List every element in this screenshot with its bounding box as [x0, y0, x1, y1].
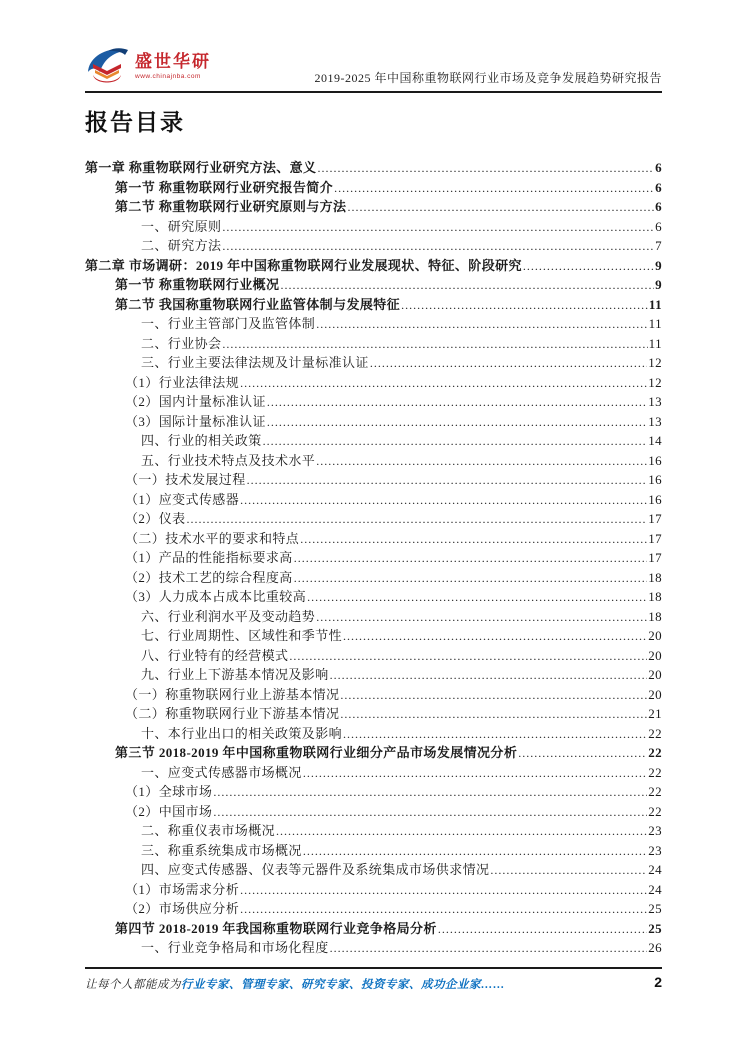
toc-entry-title: （1）应变式传感器 — [125, 491, 240, 507]
toc-dot-leader — [300, 529, 647, 550]
footer-slogan-highlight: 行业专家、管理专家、研究专家、投资专家、成功企业家…… — [181, 979, 505, 991]
toc-page-number: 22 — [648, 784, 662, 799]
toc-entry[interactable] — [85, 314, 662, 334]
toc-dot-leader — [276, 821, 647, 842]
toc-entry[interactable] — [85, 373, 662, 393]
toc-entry-title: 第三节 2018-2019 年中国称重物联网行业细分产品市场发展情况分析 — [115, 745, 518, 760]
toc-entry-title: 八、行业特有的经营模式 — [141, 647, 289, 663]
toc-entry-title: 一、研究原则 — [141, 218, 222, 234]
toc-entry[interactable] — [85, 412, 662, 432]
toc-dot-leader — [263, 431, 648, 452]
toc-page-number: 23 — [648, 842, 662, 858]
toc-dot-leader — [523, 256, 654, 277]
toc-page-number: 22 — [648, 803, 662, 819]
header-divider — [85, 91, 662, 93]
toc-dot-leader — [187, 509, 648, 530]
toc-entry[interactable] — [85, 353, 662, 373]
toc-dot-leader — [213, 782, 647, 803]
toc-dot-leader — [303, 763, 647, 784]
toc-dot-leader — [401, 295, 648, 316]
toc-page-number: 16 — [648, 452, 662, 468]
toc-entry[interactable] — [85, 607, 662, 627]
toc-dot-leader — [340, 704, 647, 725]
toc-entry-title: （二）技术水平的要求和特点 — [125, 530, 300, 546]
toc-page-number: 20 — [648, 667, 662, 682]
toc-entry[interactable] — [85, 529, 662, 549]
toc-dot-leader — [267, 412, 647, 433]
toc-entry[interactable] — [85, 880, 662, 900]
toc-dot-leader — [490, 860, 647, 881]
toc-dot-leader — [370, 353, 647, 374]
toc-entry-title: 二、研究方法 — [141, 238, 222, 253]
toc-entry-title: （二）称重物联网行业下游基本情况 — [125, 706, 340, 721]
toc-page-number: 9 — [655, 277, 662, 292]
toc-entry-title: 五、行业技术特点及技术水平 — [141, 452, 316, 468]
toc-page-number: 20 — [648, 686, 662, 702]
toc-dot-leader — [240, 880, 647, 901]
toc-entry-title: 第二节 称重物联网行业研究原则与方法 — [115, 199, 347, 214]
toc-entry-title: 一、行业主管部门及监管体制 — [141, 316, 316, 331]
toc-page-number: 18 — [648, 608, 662, 624]
toc-page-number: 22 — [648, 725, 662, 741]
toc-entry[interactable] — [85, 568, 662, 588]
toc-dot-leader — [438, 919, 647, 940]
toc-entry[interactable] — [85, 763, 662, 783]
toc-entry[interactable] — [85, 704, 662, 724]
toc-entry-title: （1）产品的性能指标要求高 — [125, 550, 293, 565]
footer-page-number: 2 — [654, 974, 662, 990]
toc-dot-leader — [330, 938, 648, 959]
toc-page-number: 25 — [648, 920, 662, 936]
footer-slogan-prefix: 让每个人都能成为 — [85, 979, 181, 991]
toc-entry[interactable] — [85, 685, 662, 705]
logo-company-name: 盛世华研 — [135, 52, 211, 71]
toc-dot-leader — [294, 568, 647, 589]
toc-entry[interactable] — [85, 334, 662, 354]
toc-page-number: 22 — [648, 745, 662, 760]
report-title: 2019-2025 年中国称重物联网行业市场及竞争发展趋势研究报告 — [314, 71, 662, 85]
footer-divider — [85, 967, 662, 969]
toc-page-number: 18 — [648, 569, 662, 585]
toc-page-number: 24 — [648, 862, 662, 877]
toc-entry-title: 二、称重仪表市场概况 — [141, 823, 276, 838]
toc-entry-title: （一）技术发展过程 — [125, 472, 246, 487]
toc-entry-title: （3）人力成本占成本比重较高 — [125, 589, 307, 604]
toc-entry[interactable] — [85, 431, 662, 451]
toc-entry[interactable] — [85, 392, 662, 412]
toc-entry-title: （2）仪表 — [125, 511, 186, 526]
footer-slogan — [85, 976, 505, 992]
toc-entry-title: 二、行业协会 — [141, 335, 222, 351]
toc-entry-title: （2）国内计量标准认证 — [125, 394, 266, 409]
toc-entry-title: （1）市场需求分析 — [125, 881, 240, 897]
toc-entry[interactable] — [85, 860, 662, 880]
toc-dot-leader — [213, 802, 647, 823]
toc-entry-title: （1）全球市场 — [125, 784, 213, 799]
toc-page-number: 11 — [648, 335, 662, 351]
toc-entry[interactable] — [85, 899, 662, 919]
toc-dot-leader — [240, 373, 647, 394]
toc-entry-title: 第一节 称重物联网行业研究报告简介 — [115, 179, 334, 195]
toc-page-number: 17 — [648, 550, 662, 565]
toc-entry-title: 十、本行业出口的相关政策及影响 — [141, 725, 343, 741]
toc-entry-title: （2）中国市场 — [125, 803, 213, 819]
toc-entry[interactable] — [85, 724, 662, 744]
toc-page-number: 12 — [648, 355, 662, 370]
toc-page-number: 17 — [648, 511, 662, 526]
toc-page-number: 23 — [648, 823, 662, 838]
toc-entry-title: 九、行业上下游基本情况及影响 — [141, 667, 329, 682]
toc-page-number: 6 — [655, 160, 662, 175]
toc-entry-title: （3）国际计量标准认证 — [125, 413, 266, 429]
toc-entry-title: 第四节 2018-2019 年我国称重物联网行业竞争格局分析 — [115, 920, 437, 936]
toc-dot-leader — [307, 587, 647, 608]
toc-entry[interactable] — [85, 626, 662, 646]
toc-dot-leader — [340, 685, 647, 706]
toc-entry[interactable] — [85, 938, 662, 958]
toc-dot-leader — [294, 548, 647, 569]
toc-entry[interactable] — [85, 256, 662, 276]
company-logo — [85, 44, 211, 88]
toc-entry-title: 四、行业的相关政策 — [141, 433, 262, 448]
toc-page-number: 14 — [648, 433, 662, 448]
toc-entry[interactable] — [85, 919, 662, 939]
page-title: 报告目录 — [85, 109, 185, 135]
toc-entry-title: （2）技术工艺的综合程度高 — [125, 569, 293, 585]
toc-entry-title: 六、行业利润水平及变动趋势 — [141, 608, 316, 624]
toc-page-number: 17 — [648, 530, 662, 546]
toc-entry[interactable] — [85, 217, 662, 237]
toc-dot-leader — [347, 197, 654, 218]
toc-page-number: 16 — [648, 491, 662, 507]
toc-dot-leader — [334, 178, 654, 199]
toc-page-number: 24 — [648, 881, 662, 897]
toc-entry-title: 一、应变式传感器市场概况 — [141, 764, 302, 780]
toc-page-number: 6 — [655, 179, 662, 195]
toc-page-number: 6 — [655, 218, 662, 234]
toc-dot-leader — [240, 899, 647, 920]
toc-entry[interactable] — [85, 158, 662, 178]
toc-entry[interactable] — [85, 646, 662, 666]
toc-entry[interactable] — [85, 548, 662, 568]
toc-entry[interactable] — [85, 490, 662, 510]
toc-entry-title: 第二节 我国称重物联网行业监管体制与发展特征 — [115, 296, 401, 312]
toc-page-number: 26 — [648, 940, 662, 955]
toc-dot-leader — [316, 314, 647, 335]
toc-page-number: 21 — [648, 706, 662, 721]
toc-entry-title: 第一章 称重物联网行业研究方法、意义 — [85, 160, 317, 175]
toc-page-number: 6 — [655, 199, 662, 214]
toc-dot-leader — [247, 470, 648, 491]
toc-list — [85, 158, 662, 958]
toc-dot-leader — [303, 841, 647, 862]
toc-entry[interactable] — [85, 470, 662, 490]
toc-page-number: 7 — [655, 238, 662, 253]
toc-entry[interactable] — [85, 178, 662, 198]
toc-dot-leader — [267, 392, 647, 413]
toc-entry[interactable] — [85, 587, 662, 607]
toc-page-number: 20 — [648, 628, 662, 643]
toc-page-number: 22 — [648, 764, 662, 780]
toc-dot-leader — [222, 217, 654, 238]
toc-page-number: 9 — [655, 257, 662, 273]
toc-entry[interactable] — [85, 821, 662, 841]
toc-dot-leader — [343, 626, 647, 647]
logo-text-block — [135, 44, 211, 80]
toc-entry-title: 一、行业竞争格局和市场化程度 — [141, 940, 329, 955]
toc-dot-leader — [317, 158, 654, 179]
toc-entry-title: （1）行业法律法规 — [125, 374, 240, 390]
toc-dot-leader — [316, 607, 647, 628]
page-header — [85, 44, 662, 90]
logo-bird-book-icon — [85, 44, 131, 88]
toc-entry[interactable] — [85, 509, 662, 529]
toc-entry-title: 第二章 市场调研：2019 年中国称重物联网行业发展现状、特征、阶段研究 — [85, 257, 522, 273]
toc-page-number: 12 — [648, 374, 662, 390]
toc-page-number: 11 — [648, 316, 662, 331]
toc-dot-leader — [240, 490, 647, 511]
toc-entry-title: （一）称重物联网行业上游基本情况 — [125, 686, 340, 702]
toc-entry[interactable] — [85, 802, 662, 822]
toc-page-number: 11 — [648, 296, 662, 312]
toc-page-number: 25 — [648, 901, 662, 916]
toc-entry[interactable] — [85, 236, 662, 256]
toc-entry[interactable] — [85, 665, 662, 685]
toc-entry[interactable] — [85, 197, 662, 217]
toc-dot-leader — [222, 236, 654, 257]
toc-page-number: 18 — [648, 589, 662, 604]
toc-dot-leader — [289, 646, 647, 667]
toc-page-number: 16 — [648, 472, 662, 487]
toc-page-number: 13 — [648, 413, 662, 429]
toc-dot-leader — [343, 724, 647, 745]
toc-dot-leader — [518, 743, 647, 764]
toc-dot-leader — [330, 665, 648, 686]
toc-entry-title: 三、行业主要法律法规及计量标准认证 — [141, 355, 369, 370]
toc-entry-title: 第一节 称重物联网行业概况 — [115, 277, 280, 292]
toc-dot-leader — [316, 451, 647, 472]
toc-entry[interactable] — [85, 743, 662, 763]
toc-dot-leader — [280, 275, 654, 296]
logo-website-url: www.chinajnba.com — [135, 73, 201, 80]
toc-entry[interactable] — [85, 295, 662, 315]
toc-entry[interactable] — [85, 275, 662, 295]
toc-dot-leader — [222, 334, 647, 355]
toc-page-number: 20 — [648, 647, 662, 663]
toc-entry-title: （2）市场供应分析 — [125, 901, 240, 916]
toc-entry[interactable] — [85, 451, 662, 471]
toc-page-number: 13 — [648, 394, 662, 409]
toc-entry-title: 三、称重系统集成市场概况 — [141, 842, 302, 858]
toc-entry[interactable] — [85, 782, 662, 802]
toc-entry-title: 七、行业周期性、区域性和季节性 — [141, 628, 343, 643]
toc-entry-title: 四、应变式传感器、仪表等元器件及系统集成市场供求情况 — [141, 862, 490, 877]
toc-entry[interactable] — [85, 841, 662, 861]
